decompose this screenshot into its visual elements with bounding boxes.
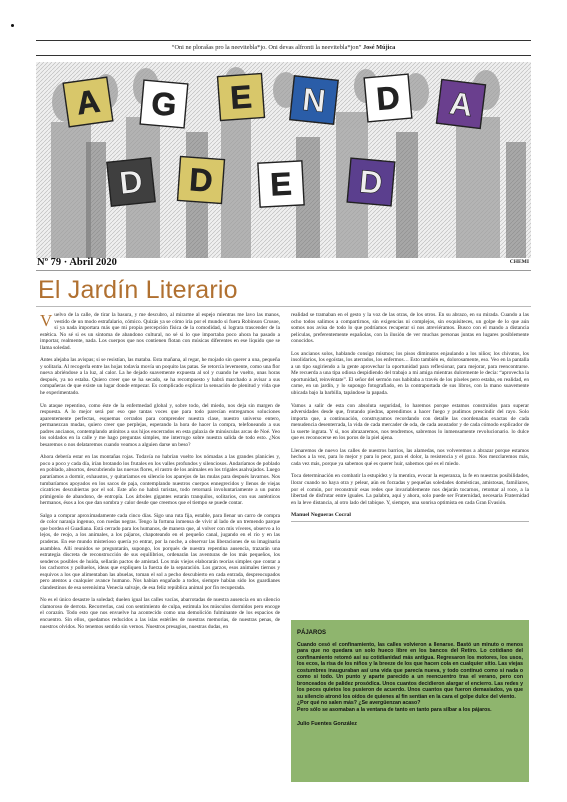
article-paragraph: Un ataque repentino, como éste de la enfermedad global y, sobre todo, del miedo, nos deja sin margen de respuesta. A lo mejor será por eso que tantas voces que para todo parecían entregarnos soluciones aparentemente perfectas, esquemas cerrados para comprender nuestra clase, nuestro universo entero, permanezcan mudas, quiero creer que perplejas, esperando la hora de hacer la compra, telefoneando a sus padres ancianos, contemplando atónitos a sus hijos encerrados en esta galaxia de minúsculas arcas de Noé. Yeo los soldados en la calle y me hago preguntas simples, me interrogo sobre nuestra salida de todo esto. ¿Nos besaremos o nos delataremos cuando veamos a alguien darse un beso? — [40, 402, 280, 448]
masthead-svg — [36, 62, 531, 258]
masthead-illustration — [36, 62, 531, 258]
letter-block-bottom — [178, 157, 225, 204]
letter-block-top-letter: G — [150, 84, 178, 124]
letter-block-bottom-letter: D — [117, 162, 145, 202]
epigraph-quote: “Oni ne plorašas pro la neevitebla*jo. Oni devas alfronti la neevitebla*jon” — [171, 44, 362, 51]
article-paragraph: No es el único desastre la soledad; duelen igual las calles vacías, abarrotadas de nuestra ausencia en un silencio clamoroso de derrota. Recorrerlas, casi con sentimiento de culpa, estimula los músculos dormidos pero encoge el corazón. Todo esto que nos envuelve ha acontecido como una demolición fulminante de los espacios de encuentro. Sin ellos, quedamos reducidos a las islas estériles de nuestras memorias, de nuestras penas, de nuestros olvidos. No tenemos sentido sin vernos. Nuestros presagios, nuestras dudas, en — [40, 597, 280, 630]
article-paragraph: Llenaremos de nuevo las calles de nuestros barrios, las alamedas, nos volveremos a abrazar porque estamos hechos a la vez, para lo mejor y para lo peor, para el dolor, la resistencia y el gozo. Nos mezclaremos más, cada vez más, porque ya sabemos qué es querer huir, sabemos qué es el miedo. — [291, 447, 529, 467]
sidebar-box-title: PÁJAROS — [297, 630, 327, 636]
epigraph-bottom-rule — [36, 55, 531, 56]
issue-number: Nº 79 · Abril 2020 — [37, 257, 117, 268]
sidebar-box-paragraph: Cuando cesó el confinamiento, las calles volvieron a llenarse. Bastó un minuto o menos para que no quedara un solo hueco libre en los bancos del Retiro. Lo cotidiano del confinamiento retomó así su cotidianidad más antigua. Regresaron los motores, los usos, los ecos, la risa de los niños y la breeze de los que hacen cola en cualquier sitio. Las viejas costumbres inauguraban así una vida que parecía nueva, y todo continuó como si nada o como si todo. Un punto y aparte parecido a un reencuentro tras el verano, pero con bronceados de palidez prosódica. Unos cuantos decidieron alargar el encierro. Las redes y los peces quietos los pusieron de acuerdo. Unos cuantos que fueron demasiados, ya que su silencio atronó los oídos de quienes al fin sentían en la cara el golpe dulce del viento. — [297, 642, 523, 700]
illustrator-signature: CHEMI — [509, 259, 529, 265]
letter-block-bottom-letter: D — [188, 161, 214, 199]
letter-block-top-letter: A — [447, 84, 475, 124]
letter-block-bottom — [258, 161, 304, 207]
letter-block-top-letter: E — [229, 78, 253, 116]
article-left-column — [40, 312, 280, 636]
sidebar-box-author: Julio Fuentes González — [297, 720, 357, 727]
article-paragraph: Los ancianos solos, hablando consigo mismos; los pisos diminutos enjaulando a los niños; los chivatos, los insolidarios, los egoístas, los aterrados, los enfermos… Esto también es, dolorosamente, eso. Veo en la pantalla a un tipo sugiriendo a la gente aprovechar la oportunidad para reflexionar, para mejorar, para reencontrarse. Me recuerda a una tipa odiosa despidiendo del trabajo a mi amiga mientras dulcemente le decía: “aprovecha la oportunidad, reinvéntate”. El señor del sermón nos habitaba a través de los píxeles pero estaba, en realidad, en carne, en un jardín, y lo supongo fotografiado, en la contraportada de sus libros, con la mano suavemente ubicada bajo la barbilla, tapándose la papada. — [291, 350, 529, 397]
letter-block-top — [290, 76, 338, 124]
article-paragraph: Antes alejaba las avispas; si se resistían, las mataba. Esta mañana, al regar, he mojado sin querer a una, pequeña y solitaria. Al recogerla entre las hojas todavía movía un poquito las patas. Se retorcía levemente, como una flor nueva abriéndose a la luz, al calor. La he dejado suavemente expuesta al sol y cuando he vuelto, unas horas después, ya no estaba. Quiero creer que se ha secado, se ha recompuesto y habrá marchado a avisar a sus compañeras de que existe un lugar donde empezar. Es complicado explicar la sensación de plenitud y vida que he experimentado. — [40, 357, 280, 397]
article-author: Manuel Nogueras Cocral — [291, 512, 529, 522]
page-dot — [11, 24, 14, 27]
sidebar-box — [291, 620, 529, 782]
issue-bar — [36, 257, 531, 271]
sidebar-box-paragraph: ¿Por qué no salen más? ¿Se avergüenzan acaso? — [297, 700, 421, 707]
letter-block-bottom — [107, 158, 155, 206]
letter-block-top-letter: N — [300, 80, 328, 120]
article-right-column — [291, 312, 529, 522]
letter-block-top — [364, 74, 412, 122]
letter-block-bottom-letter: E — [269, 165, 293, 203]
section-title: El Jardín Literario — [38, 276, 238, 304]
letter-block-top — [140, 80, 188, 128]
article-paragraph: Salgo a comprar aproximadamente cada cinco días. Sigo una ruta fija, estable, para llenar un carro de compra de color naranja ingenuo, con ruedas negras. Tengo la fortuna inmensa de vivir al lado de un tremendo parque que bordea el Guadiana. Está cerrado para los humanos, de manera que, al volver con mis víveres, observo a lo lejos, de reojo, a los animales, a los pájaros, chapoteando en el pequeño canal, jugando en el río y en las praderas. En ese mundo misterioso quería yo entrar, por la noche, a observar las liberaciones de su imaginaria asamblea. Allí reunidos se preguntarán, supongo, los porqués de nuestra repentina ausencia, trazarán una estrategia discreta de reconstrucción de sus equilibrios, ordenarán las aventuras de los más pequeños, los senderos posibles de huida, sellarán pactos de amistad. Los más viejos elaborarán teorías simples que contar a los cachorros y polluelos, ideas que expliquen la fuerza de la separación. Los garzos, esos animales tiernos y esquivos a los que alimentaban las abuelas, toman el sol a pecho descubierto en cada entrada, despreocupados pero atentos a cualquier avance humano. Nos habían engañado a todos, siempre habían sido los guardianes clandestinos de esa serenísima Venecia salvaje, de esa feliz república animal por fin recuperada. — [40, 512, 280, 591]
title-rule — [36, 306, 531, 307]
article-paragraph: realidad se tramaban en el gesto y la voz de las otras, de los otros. En su abrazo, en su mirada. Cuando a las ocho todos salimos a compartirnos, sin exigencias ni complejos, sin exquisiteces, un golpe de lo que aún somos nos avisa de todo lo que podríamos recuperar si nos atreviéramos. Busco con el mando a distancia películas, preferentemente españolas, con la ilusión de ver muchas personas juntas en lugares posiblemente conocidos. — [291, 312, 529, 345]
epigraph-author: José Mújica — [362, 44, 396, 51]
article-paragraph: Toca determinación en combatir la estupidez y la mentira, evocar la esperanza, la fe en nuestras posibilidades, llorar cuando no haya otra y pelear, aún en forzadas y pequeñas soledades domésticas, amistosas, familiares, por el común, por reconstruir esas redes que invariablemente nos dejarán tocarnos, retomar al roce, a la libertad de disfrutar entre iguales. La palabra, aquí y ahora, solo puede ser Fraternidad, necesaria Fraternidad en la leve distancia, al otro lado del tabique. Y, siempre, una sonrisa optimista en cada Gran Evasión. — [291, 473, 529, 506]
epigraph-text — [36, 41, 531, 55]
sidebar-box-body — [297, 642, 523, 713]
letter-block-top-letter: A — [74, 82, 102, 122]
letter-block-bottom-letter: D — [357, 163, 385, 201]
article-paragraph — [40, 312, 280, 351]
dropcap: V — [40, 311, 53, 330]
letter-block-bottom — [347, 158, 395, 206]
epigraph — [36, 40, 531, 56]
article-paragraph: Ahora debería estar en las montañas rojas. Todavía no habrían vuelto los nómadas a las grandes planicies y, poco a poco y cada día, irían brotando los frutales en los valles profundos y silenciosos. Andaríamos de poblado en poblado, absortos, descubriendo las nuevas flores, el rastro de los animales en los trigales asalvajados. Luego pararíamos a dormir, exhaustos, y quitaríamos en silencio los aparejos de las mulas para después lavarnos. Nos tumbaríamos apoyados en los sacos de paja, contemplando nuestros cuerpos ennegrecidos y llenos de viejas cicatrices descubiertas por el sol. Este año no habrá turistas, todo retornará involuntariamente a un punto primigenio de abandono, de entropía. Los árboles gigantes estarán tranquilos, solitarios, con sus auténticos hermanos, ésos a los que dan sombra y calor desde que creemos que el tiempo se puede contar. — [40, 454, 280, 507]
letter-block-top — [218, 74, 265, 121]
sidebar-box-paragraph: Pero sólo se asomaban a la ventana de tanto en tanto para silbar a los pájaros. — [297, 706, 492, 713]
article-paragraph-text: uelvo de la calle, de tirar la basura, y me descubro, al mirarme al espejo mientras me lavo las manos, vestido de un modo estrafalario, cómico. Quizás ya se cómo iría por el mundo si fuera Robinson Crusoe, si ya nada importara más que mi propia percepción física de la comodidad, si lograra trascender de la estética. No sé si es un síntoma de abandono cultural, no sé si lo que importaba poco ahora ha pasado a importar, realmente, nada. Los cuerpos que nos contienen flotan con músicas diferentes en ese líquido que se llama soledad. — [40, 312, 280, 351]
article-paragraph: Vamos a salir de esta con absoluta seguridad, lo haremos porque estamos construidos para superar adversidades desde que, frotando piedras, aprendimos a hacer fuego y pudimos prescindir del rayo. Solo importa que, a continuación, construyamos recordando con detalle las coordenadas exactas de cada menudencia desenterrada, la vida de cada mercader de oda, de cada asustador y de cada cómodo explicador de la suerte ingrata. Y si, nos abrazaremos, nos tendremos, sabremos lo inmensamente revolucionario. lo dulce que es reconocerse en los poros de la piel ajena. — [291, 402, 529, 442]
letter-block-top-letter: D — [374, 79, 402, 117]
letter-block-top — [436, 79, 485, 128]
letter-block-top — [63, 77, 113, 127]
